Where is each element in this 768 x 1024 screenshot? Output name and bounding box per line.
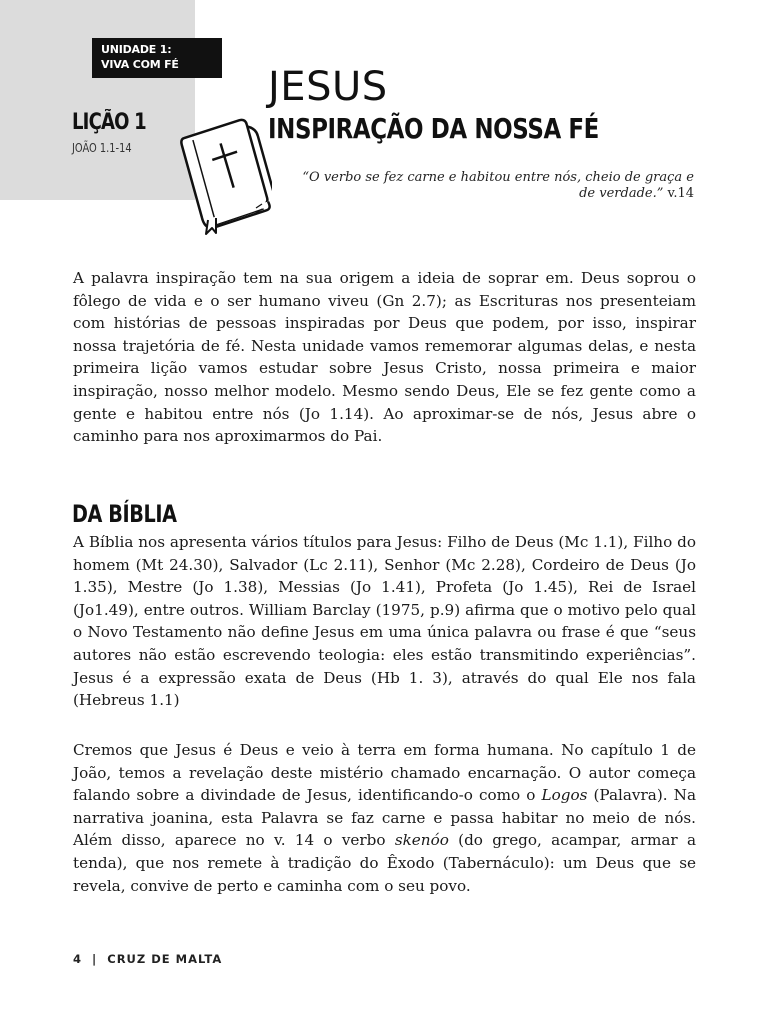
page-footer	[73, 952, 227, 966]
p2-logos-term: Logos	[541, 786, 588, 805]
unit-line-2: VIVA COM FÉ	[101, 58, 179, 71]
unit-label	[92, 38, 222, 78]
footer-separator: |	[92, 952, 98, 966]
section-paragraph-1: A Bíblia nos apresenta vários títulos para Jesus: Filho de Deus (Mc 1.1), Filho do homem (Mt 24.30), Salvador (Lc 2.11), Senhor (Mc 2.28), Cordeiro de Deus (Jo 1.35), Mestre (Jo 1.38), Messias (Jo 1.41), Profeta (Jo 1.45), Rei de Israel (Jo1.49), entre outros. William Barclay (1975, p.9) afirma que o motivo pelo qual o Novo Testamento não define Jesus em uma única palavra ou frase é que “seus autores não estão escrevendo teologia: eles estão transmitindo experiências”. Jesus é a expressão exata de Deus (Hb 1. 3), através do qual Ele nos fala (Hebreus 1.1)	[73, 533, 696, 710]
section-heading: DA BÍBLIA	[72, 500, 177, 528]
p2-text-3: (do grego, acampar, armar a tenda), que nos remete à tradição do Êxodo (Tabernáculo): um Deus que se revela, convive de perto e caminha com o seu povo.	[73, 831, 696, 895]
header-gray-block	[0, 0, 195, 200]
section-paragraph-2	[73, 739, 696, 897]
unit-line-1: UNIDADE 1:	[101, 43, 172, 56]
p2-text-2: (Palavra). Na narrativa joanina, esta Palavra se faz carne e passa habitar no meio de nós. Além disso, aparece no v. 14 o verbo	[73, 786, 696, 850]
quote-reference: v.14	[667, 186, 694, 201]
quote-text: “O verbo se fez carne e habitou entre nós, cheio de graça e de verdade.”	[302, 170, 694, 201]
intro-paragraph: A palavra inspiração tem na sua origem a ideia de soprar em. Deus soprou o fôlego de vida e o ser humano viveu (Gn 2.7); as Escrituras nos presenteiam com histórias de pessoas inspiradas por Deus que podem, por isso, inspirar nossa trajetória de fé. Nesta unidade vamos rememorar algumas delas, e nesta primeira lição vamos estudar sobre Jesus Cristo, nossa primeira e maior inspiração, nosso melhor modelo. Mesmo sendo Deus, Ele se fez gente como a gente e habitou entre nós (Jo 1.14). Ao aproximar-se de nós, Jesus abre o caminho para nos aproximarmos do Pai.	[73, 269, 696, 446]
p2-text-1: Cremos que Jesus é Deus e veio à terra em forma humana. No capítulo 1 de João, temos a revelação deste mistério chamado encarnação. O autor começa falando sobre a divindade de Jesus, identificando-o como o	[73, 741, 696, 805]
p2-skenoo-term: skenóo	[394, 831, 449, 850]
page-subtitle: INSPIRAÇÃO DA NOSSA FÉ	[268, 112, 599, 145]
bible-book-icon	[172, 112, 272, 236]
page-title: JESUS	[268, 64, 388, 110]
epigraph-quote	[290, 170, 694, 202]
lesson-reference: JOÃO 1.1-14	[72, 141, 132, 155]
publication-name: CRUZ DE MALTA	[107, 952, 223, 966]
page-number: 4	[73, 952, 83, 966]
lesson-title: LIÇÃO 1	[72, 110, 146, 135]
